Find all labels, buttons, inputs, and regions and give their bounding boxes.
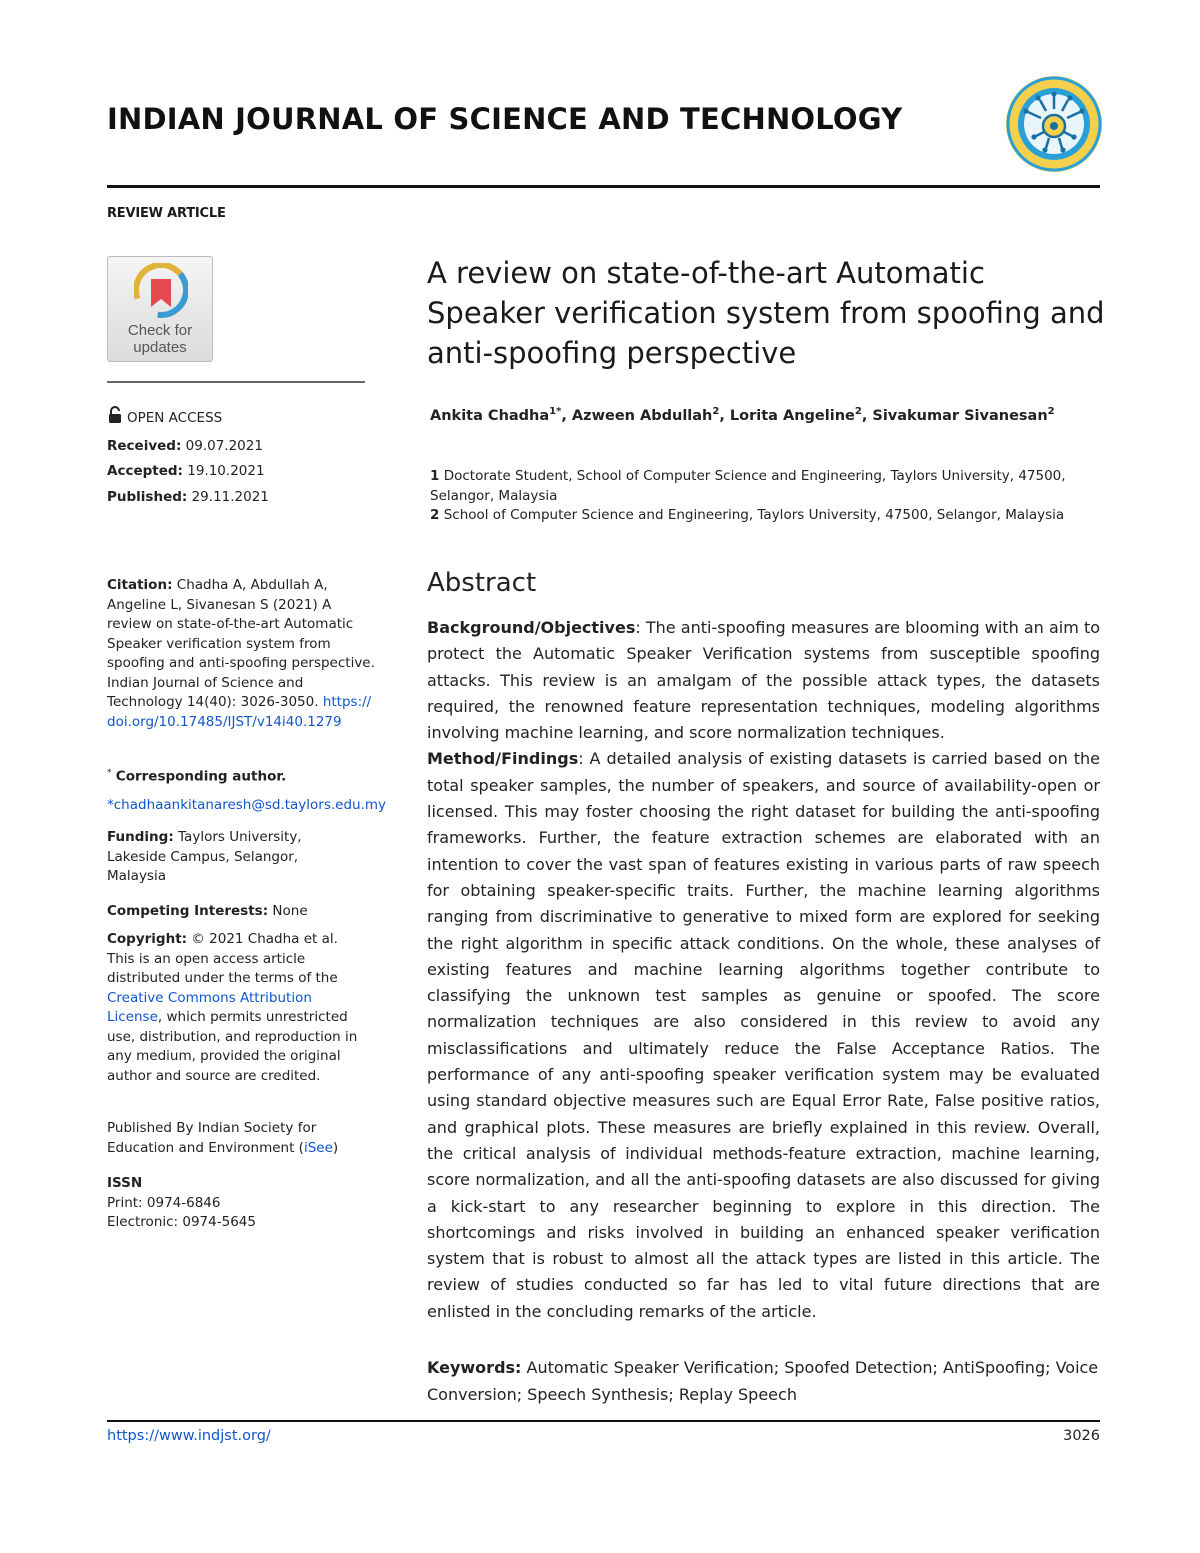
copyright-text: © 2021 Chadha et al. This is an open access article distributed under the terms of the — [107, 931, 338, 986]
article-type: REVIEW ARTICLE — [107, 206, 226, 221]
keywords-text: Automatic Speaker Verification; Spoofed Detection; AntiSpoofing; Voice Conversion; Speech Synthesis; Replay Speech — [427, 1358, 1099, 1404]
funding-label: Funding: — [107, 829, 174, 845]
open-access-line — [107, 406, 222, 431]
author-affiliation-mark: 2 — [712, 406, 720, 417]
received-date: 09.07.2021 — [185, 438, 263, 454]
competing-value: None — [272, 903, 308, 919]
author-affiliation-mark: 2 — [1047, 406, 1055, 417]
background-text: : The anti-spoofing measures are blooming with an aim to protect the Automatic Speaker Verification systems from susceptible spoofing attacks. This review is an amalgam of the possible attack types, the datasets required, the renowned feature representation techniques, modeling algorithms involving machine learning, and score normalization techniques. — [427, 618, 1100, 743]
check-for-updates-badge[interactable] — [107, 256, 213, 362]
published-label: Published: — [107, 489, 188, 505]
author-name: Sivakumar Sivanesan — [872, 407, 1048, 424]
copyright-text-2: , which permits unrestricted use, distribution, and reproduction in any medium, provided the original author and source are credited. — [107, 1009, 358, 1084]
accepted-line — [107, 462, 265, 482]
abstract-body — [427, 615, 1100, 1325]
open-access-label: OPEN ACCESS — [127, 410, 223, 426]
affiliation-1-text: Doctorate Student, School of Computer Science and Engineering, Taylors University, 47500, Selangor, Malaysia — [430, 468, 1066, 504]
citation-doi-link[interactable]: https://doi.org/10.17485/IJST/v14i40.1279 — [107, 694, 372, 730]
keywords-label: Keywords: — [427, 1358, 522, 1377]
updates-label: updates — [133, 339, 187, 356]
published-line — [107, 488, 269, 508]
footer-rule — [107, 1420, 1100, 1422]
author-affiliation-mark: 1* — [549, 406, 562, 417]
journal-title: INDIAN JOURNAL OF SCIENCE AND TECHNOLOGY — [107, 102, 903, 136]
isee-link[interactable]: iSee — [303, 1139, 333, 1156]
sidebar-rule — [107, 381, 365, 383]
page-number: 3026 — [1063, 1428, 1100, 1444]
funding-block — [107, 828, 337, 887]
published-date: 29.11.2021 — [191, 489, 269, 505]
publisher-block — [107, 1119, 365, 1158]
affiliation-2-text: School of Computer Science and Engineering, Taylors University, 47500, Selangor, Malaysia — [443, 507, 1065, 523]
background-label: Background/Objectives — [427, 618, 636, 637]
competing-interests-line — [107, 902, 308, 922]
issn-print: Print: 0974-6846 — [107, 1194, 221, 1211]
affiliation-1-number: 1 — [430, 468, 440, 484]
funding-value: Taylors University, Lakeside Campus, Selangor, Malaysia — [107, 829, 302, 884]
journal-url-link[interactable]: https://www.indjst.org/ — [107, 1428, 271, 1444]
citation-block — [107, 576, 377, 732]
issn-block — [107, 1174, 256, 1233]
affiliation-1 — [430, 466, 1110, 506]
publisher-close: ) — [332, 1139, 339, 1156]
author-name: Ankita Chadha — [430, 407, 550, 424]
issn-electronic: Electronic: 0974-5645 — [107, 1214, 256, 1230]
abstract-heading: Abstract — [427, 568, 537, 598]
accepted-label: Accepted: — [107, 463, 183, 479]
author-affiliation-mark: 2 — [854, 406, 862, 417]
affiliation-2 — [430, 505, 1110, 525]
open-lock-icon — [107, 406, 123, 431]
issn-label: ISSN — [107, 1175, 143, 1191]
author-name: Azween Abdullah — [571, 407, 713, 424]
creative-commons-link[interactable]: Creative Commons Attribution License — [107, 989, 312, 1025]
keywords-block — [427, 1354, 1107, 1408]
copyright-label: Copyright: — [107, 931, 188, 947]
check-for-label: Check for — [127, 322, 193, 339]
publisher-text: Published By Indian Society for Education and Environment ( — [107, 1120, 317, 1156]
header-rule — [107, 185, 1100, 188]
competing-label: Competing Interests: — [107, 903, 269, 919]
citation-label: Citation: — [107, 577, 173, 593]
corresponding-label: Corresponding author. — [115, 768, 287, 785]
crossmark-icon — [134, 263, 188, 321]
author-name: Lorita Angeline — [729, 407, 855, 424]
article-title: A review on state-of-the-art Automatic Speaker verification system from spoofing and anti-spoofing perspective — [427, 256, 1105, 370]
corresponding-author-line — [107, 764, 286, 787]
received-line — [107, 437, 263, 457]
corresponding-mark: * — [107, 768, 112, 778]
method-label: Method/Findings — [427, 749, 579, 769]
author-list: Ankita Chadha$^{1*}$, Azween Abdullah$^2$, Lorita Angeline$^2$, Sivakumar Sivanesan$^2$ — [430, 406, 1055, 424]
copyright-block — [107, 930, 369, 1086]
corresponding-email-link[interactable]: *chadhaankitanaresh@sd.taylors.edu.my — [107, 797, 387, 813]
citation-text: Chadha A, Abdullah A, Angeline L, Sivanesan S (2021) A review on state-of-the-art Automatic Speaker verification system from spoofing and anti-spoofing perspective. Indian Journal of Science and Technology 14(40): 3026-3050. — [107, 577, 375, 710]
accepted-date: 19.10.2021 — [187, 463, 265, 479]
method-text: : A detailed analysis of existing datasets is carried based on the total speaker samples, the number of speakers, and source of availability-open or licensed. This may foster choosing the right dataset for building the anti-spoofing frameworks. Further, the feature extraction schemes are elaborated with an intention to cover the vast span of features existing in various parts of raw speech for obtaining speaker-specific traits. Further, the machine learning algorithms ranging from discriminative to generative to mixed form are explored for seeking the right algorithm in specific attack conditions. On the whole, these analyses of existing features and machine learning algorithms together contribute to classifying the unknown test samples as genuine or spoofed. The score normalization techniques are also considered in this review to avoid any misclassifications and ultimately reduce the False Acceptance Ratios. The performance of any anti-spoofing speaker verification system may be evaluated using standard objective measures such are Equal Error Rate, False positive ratios, and graphical plots. These measures are briefly explained in this review. Overall, the critical analysis of individual methods-feature extraction, machine learning, score normalization, and all the anti-spoofing datasets are also discussed for giving a kick-start to any researcher beginning to explore in this direction. The shortcomings and risks involved in building an enhanced speaker verification system that is robust to almost all the attack types are listed in this article. The review of studies conducted so far has led to vital future directions that are enlisted in the concluding remarks of the article. — [427, 749, 1100, 1321]
received-label: Received: — [107, 438, 182, 454]
journal-logo — [1004, 74, 1104, 174]
affiliation-2-number: 2 — [430, 507, 440, 523]
